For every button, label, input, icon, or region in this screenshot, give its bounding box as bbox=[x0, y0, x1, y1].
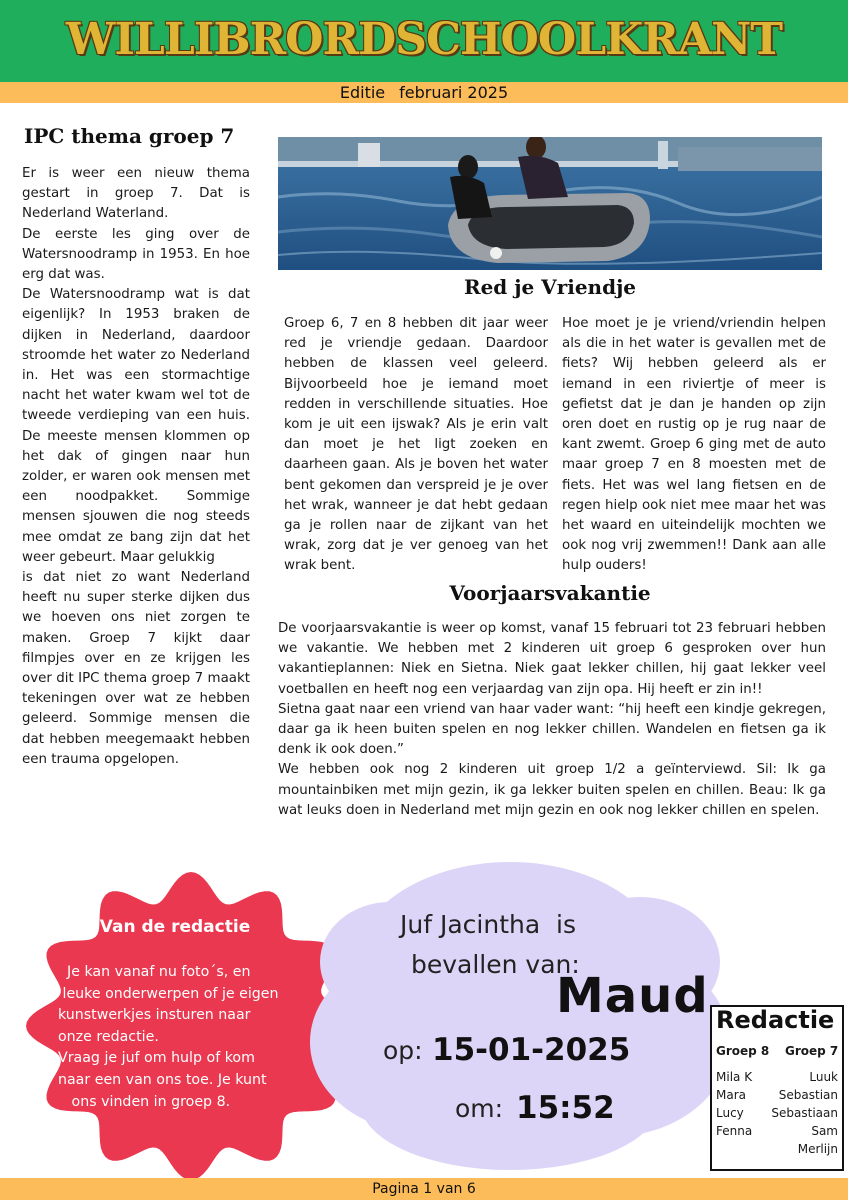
vv-paragraph: De voorjaarsvakantie is weer op komst, vanaf 15 februari tot 23 februari hebben we vakantie. We hebben met 2 kinderen uit groep 6 gesproken over hun vakantieplannen: Niek en Sietna. Niek gaat lekker chillen, hij gaat lekker veel voetballen en heeft nog een verjaardag van zijn opa. Hij heeft er zin in!! bbox=[278, 621, 826, 697]
badge-line: onze redactie. bbox=[58, 1028, 159, 1045]
badge-line: ons vinden in groep 8. bbox=[58, 1093, 231, 1110]
badge-line: naar een van ons toe. Je kunt bbox=[58, 1071, 267, 1088]
badge-line: leuke onderwerpen of je eigen bbox=[58, 985, 279, 1002]
rjv-heading: Red je Vriendje bbox=[463, 275, 637, 299]
masthead-title: WILLIBRORDSCHOOLKRANT bbox=[65, 14, 783, 65]
badge-heading: Van de redactie bbox=[99, 917, 251, 937]
edition-date: februari 2025 bbox=[399, 83, 509, 102]
ipc-paragraph: De eerste les ging over de Watersnoodramp in 1953. En hoe erg dat was. bbox=[22, 226, 250, 283]
birth-time: 15:52 bbox=[516, 1090, 615, 1126]
member-name: Merlijn bbox=[797, 1142, 838, 1156]
edition-label: Editie bbox=[339, 83, 386, 102]
birth-line-2: bevallen van: bbox=[411, 950, 580, 979]
member-name: Luuk bbox=[809, 1070, 838, 1084]
member-name: Fenna bbox=[716, 1124, 753, 1138]
birth-date: 15-01-2025 bbox=[432, 1032, 631, 1068]
ipc-paragraph: De Watersnoodramp wat is dat eigenlijk? In 1953 braken de dijken in Nederland, daardoor stroomde het water zo Nederland in. Het was een stormachtige nacht het water kwam wel tot de tweede verdieping van een huis. De meeste mensen klommen op het dak of gingen naar hun zolder, er waren ook mensen met een noodpakket. Sommige mensen sjouwen die nog steeds mee omdat ze bang zijn dat het weer gebeurt. Maar gelukkig bbox=[22, 287, 250, 565]
pool-rescue-photo bbox=[278, 137, 822, 270]
badge-line: Je kan vanaf nu foto´s, en bbox=[58, 964, 251, 980]
rjv-column-right: Hoe moet je je vriend/vriendin helpen als die in het water is gevallen met de fiets? Wij hebben geleerd als er iemand in een riviertje of meer is gefietst dat je dan je handen op zijn oren doet en rustig op je rug naar de kant zwemt. Groep 6 ging met de auto maar groep 7 en 8 moesten met de fiets. Het was wel lang fietsen en de regen hielp ook niet mee maar het was het waard en uiteindelijk mochten we ook nog vrij zwemmen!! Dank aan alle hulp ouders! bbox=[562, 316, 826, 574]
member-name: Mila K bbox=[716, 1070, 753, 1084]
vv-paragraph: Sietna gaat naar een vriend van haar vader want: “hij heeft een kindje gekregen, daar ga ik heen buiten spelen en nog lekker chillen. Wandelen en fietsen ga ik denk ik ook doen.” bbox=[278, 701, 826, 758]
badge-line: Vraag je juf om hulp of kom bbox=[58, 1050, 255, 1067]
ipc-paragraph: Er is weer een nieuw thema gestart in groep 7. Dat is Nederland Waterland. bbox=[22, 166, 250, 222]
ipc-article bbox=[22, 164, 250, 770]
member-name: Sebastian bbox=[778, 1088, 838, 1102]
groep8-label: Groep 8 bbox=[716, 1044, 770, 1058]
baby-name: Maud bbox=[556, 968, 709, 1024]
badge-line: kunstwerkjes insturen naar bbox=[58, 1007, 251, 1024]
ipc-paragraph: is dat niet zo want Nederland heeft nu super sterke dijken dus we hoeven ons niet zorgen te maken. Groep 7 kijkt daar filmpjes over en ze krijgen les over dit IPC thema groep 7 maakt tekeningen over wat ze hebben geleerd. Sommige mensen die dat hebben meegemaakt hebben een trauma opgelopen. bbox=[22, 570, 250, 767]
ipc-heading: IPC thema groep 7 bbox=[24, 124, 235, 148]
vv-article bbox=[278, 619, 826, 821]
groep8-list bbox=[716, 1068, 752, 1140]
member-name: Sam bbox=[811, 1124, 838, 1138]
page-number: Pagina 1 van 6 bbox=[372, 1181, 476, 1197]
badge-text bbox=[58, 962, 298, 1113]
member-name: Mara bbox=[716, 1088, 746, 1102]
groep7-list bbox=[760, 1068, 838, 1158]
groep7-label: Groep 7 bbox=[785, 1044, 839, 1058]
redactie-heading: Redactie bbox=[716, 1006, 835, 1034]
edition-line bbox=[0, 82, 848, 103]
rjv-column-left: Groep 6, 7 en 8 hebben dit jaar weer red je vriendje gedaan. Daardoor hebben de klassen veel geleerd. Bijvoorbeeld hoe je iemand moet redden in verschillende situaties. Hoe kom je uit een ijswak? Als je erin valt dan moet je het ligt zoeken en daarheen gaan. Als je boven het water bent gekomen dan verspreid je je over het wrak, wanneer je dat hebt gedaan ga je rollen naar de zijkant van het wrak, zorg dat je ver genoeg van het wrak bent. bbox=[284, 316, 548, 574]
birth-line-1: Juf Jacintha is bbox=[400, 910, 577, 939]
vv-heading: Voorjaarsvakantie bbox=[449, 581, 651, 605]
member-name: Sebastiaan bbox=[771, 1106, 838, 1120]
vv-paragraph: We hebben ook nog 2 kinderen uit groep 1/2 a geïnterviewd. Sil: Ik ga mountainbiken met mijn gezin, ik ga lekker buiten spelen en chillen. Beau: Ik ga wat leuks doen in Nederland met mijn gezin en ook nog lekker chillen en spelen. bbox=[278, 762, 826, 818]
member-name: Lucy bbox=[716, 1106, 744, 1120]
date-label: op: bbox=[383, 1036, 423, 1065]
time-label: om: bbox=[455, 1094, 504, 1123]
